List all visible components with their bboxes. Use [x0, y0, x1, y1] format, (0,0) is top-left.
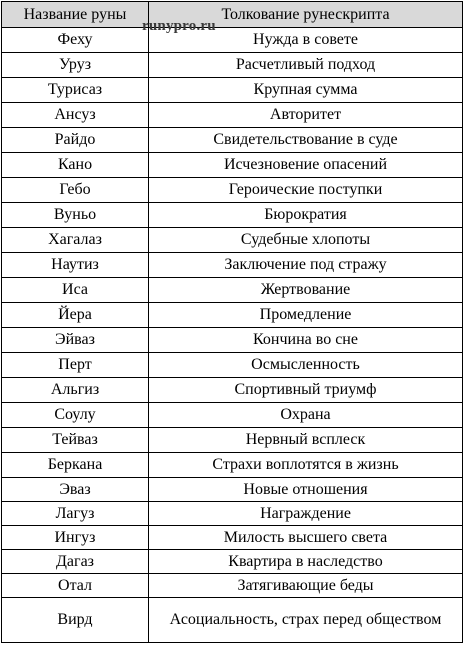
rune-meaning-cell: Затягивающие беды	[149, 574, 463, 598]
rune-name-cell: Вирд	[2, 598, 149, 643]
rune-meaning-cell: Судебные хлопоты	[149, 228, 463, 253]
table-row	[2, 278, 463, 303]
rune-name-cell: Тейваз	[2, 428, 149, 453]
rune-meaning-cell: Расчетливый подход	[149, 53, 463, 78]
rune-meaning-cell: Страхи воплотятся в жизнь	[149, 453, 463, 478]
table-row	[2, 53, 463, 78]
table-row	[2, 478, 463, 502]
table-row	[2, 598, 463, 643]
rune-name-cell: Беркана	[2, 453, 149, 478]
rune-meaning-cell: Авторитет	[149, 103, 463, 128]
rune-meaning-cell: Свидетельствование в суде	[149, 128, 463, 153]
rune-meaning-cell: Спортивный триумф	[149, 378, 463, 403]
rune-meaning-cell: Нервный всплеск	[149, 428, 463, 453]
rune-meaning-cell: Кончина во сне	[149, 328, 463, 353]
table-row	[2, 428, 463, 453]
table-row	[2, 78, 463, 103]
table-row	[2, 353, 463, 378]
table-row	[2, 550, 463, 574]
rune-meaning-cell: Милость высшего света	[149, 526, 463, 550]
rune-name-cell: Вуньо	[2, 203, 149, 228]
table-row	[2, 403, 463, 428]
rune-meaning-cell: Осмысленность	[149, 353, 463, 378]
table-row	[2, 574, 463, 598]
table-row	[2, 203, 463, 228]
table-row	[2, 303, 463, 328]
rune-meaning-cell: Нужда в совете	[149, 28, 463, 53]
rune-name-cell: Наутиз	[2, 253, 149, 278]
rune-name-cell: Турисаз	[2, 78, 149, 103]
rune-name-cell: Хагалаз	[2, 228, 149, 253]
rune-name-cell: Уруз	[2, 53, 149, 78]
rune-meaning-cell: Заключение под стражу	[149, 253, 463, 278]
table-row	[2, 328, 463, 353]
rune-meaning-cell: Бюрократия	[149, 203, 463, 228]
rune-meaning-cell: Новые отношения	[149, 478, 463, 502]
table-row	[2, 103, 463, 128]
rune-meaning-cell: Героические поступки	[149, 178, 463, 203]
table-row	[2, 128, 463, 153]
rune-meaning-cell: Квартира в наследство	[149, 550, 463, 574]
table-header-row	[2, 2, 463, 28]
rune-meaning-cell: Крупная сумма	[149, 78, 463, 103]
rune-name-cell: Ингуз	[2, 526, 149, 550]
table-row	[2, 28, 463, 53]
table-row	[2, 178, 463, 203]
rune-meaning-cell: Награждение	[149, 502, 463, 526]
rune-name-cell: Иса	[2, 278, 149, 303]
rune-name-cell: Эйваз	[2, 328, 149, 353]
rune-name-cell: Райдо	[2, 128, 149, 153]
rune-meaning-cell: Охрана	[149, 403, 463, 428]
rune-name-cell: Кано	[2, 153, 149, 178]
table-row	[2, 453, 463, 478]
rune-name-cell: Гебо	[2, 178, 149, 203]
rune-name-cell: Соулу	[2, 403, 149, 428]
table-row	[2, 502, 463, 526]
column-header-rune: Название руны	[2, 2, 149, 28]
table-body	[2, 28, 463, 643]
rune-name-cell: Феху	[2, 28, 149, 53]
rune-meaning-cell: Жертвование	[149, 278, 463, 303]
column-header-meaning: Толкование рунескрипта	[149, 2, 463, 28]
site-watermark: runypro.ru	[142, 18, 216, 34]
rune-name-cell: Лагуз	[2, 502, 149, 526]
rune-name-cell: Ансуз	[2, 103, 149, 128]
table-row	[2, 253, 463, 278]
rune-name-cell: Отал	[2, 574, 149, 598]
rune-table-sheet	[1, 1, 462, 660]
rune-meaning-cell: Промедление	[149, 303, 463, 328]
table-row	[2, 378, 463, 403]
table-row	[2, 153, 463, 178]
rune-name-cell: Альгиз	[2, 378, 149, 403]
rune-meaning-cell: Асоциальность, страх перед обществом	[149, 598, 463, 643]
rune-name-cell: Эваз	[2, 478, 149, 502]
rune-meaning-cell: Исчезновение опасений	[149, 153, 463, 178]
table-row	[2, 228, 463, 253]
rune-name-cell: Йера	[2, 303, 149, 328]
table-row	[2, 526, 463, 550]
rune-name-cell: Перт	[2, 353, 149, 378]
rune-meanings-table	[1, 1, 463, 643]
rune-name-cell: Дагаз	[2, 550, 149, 574]
